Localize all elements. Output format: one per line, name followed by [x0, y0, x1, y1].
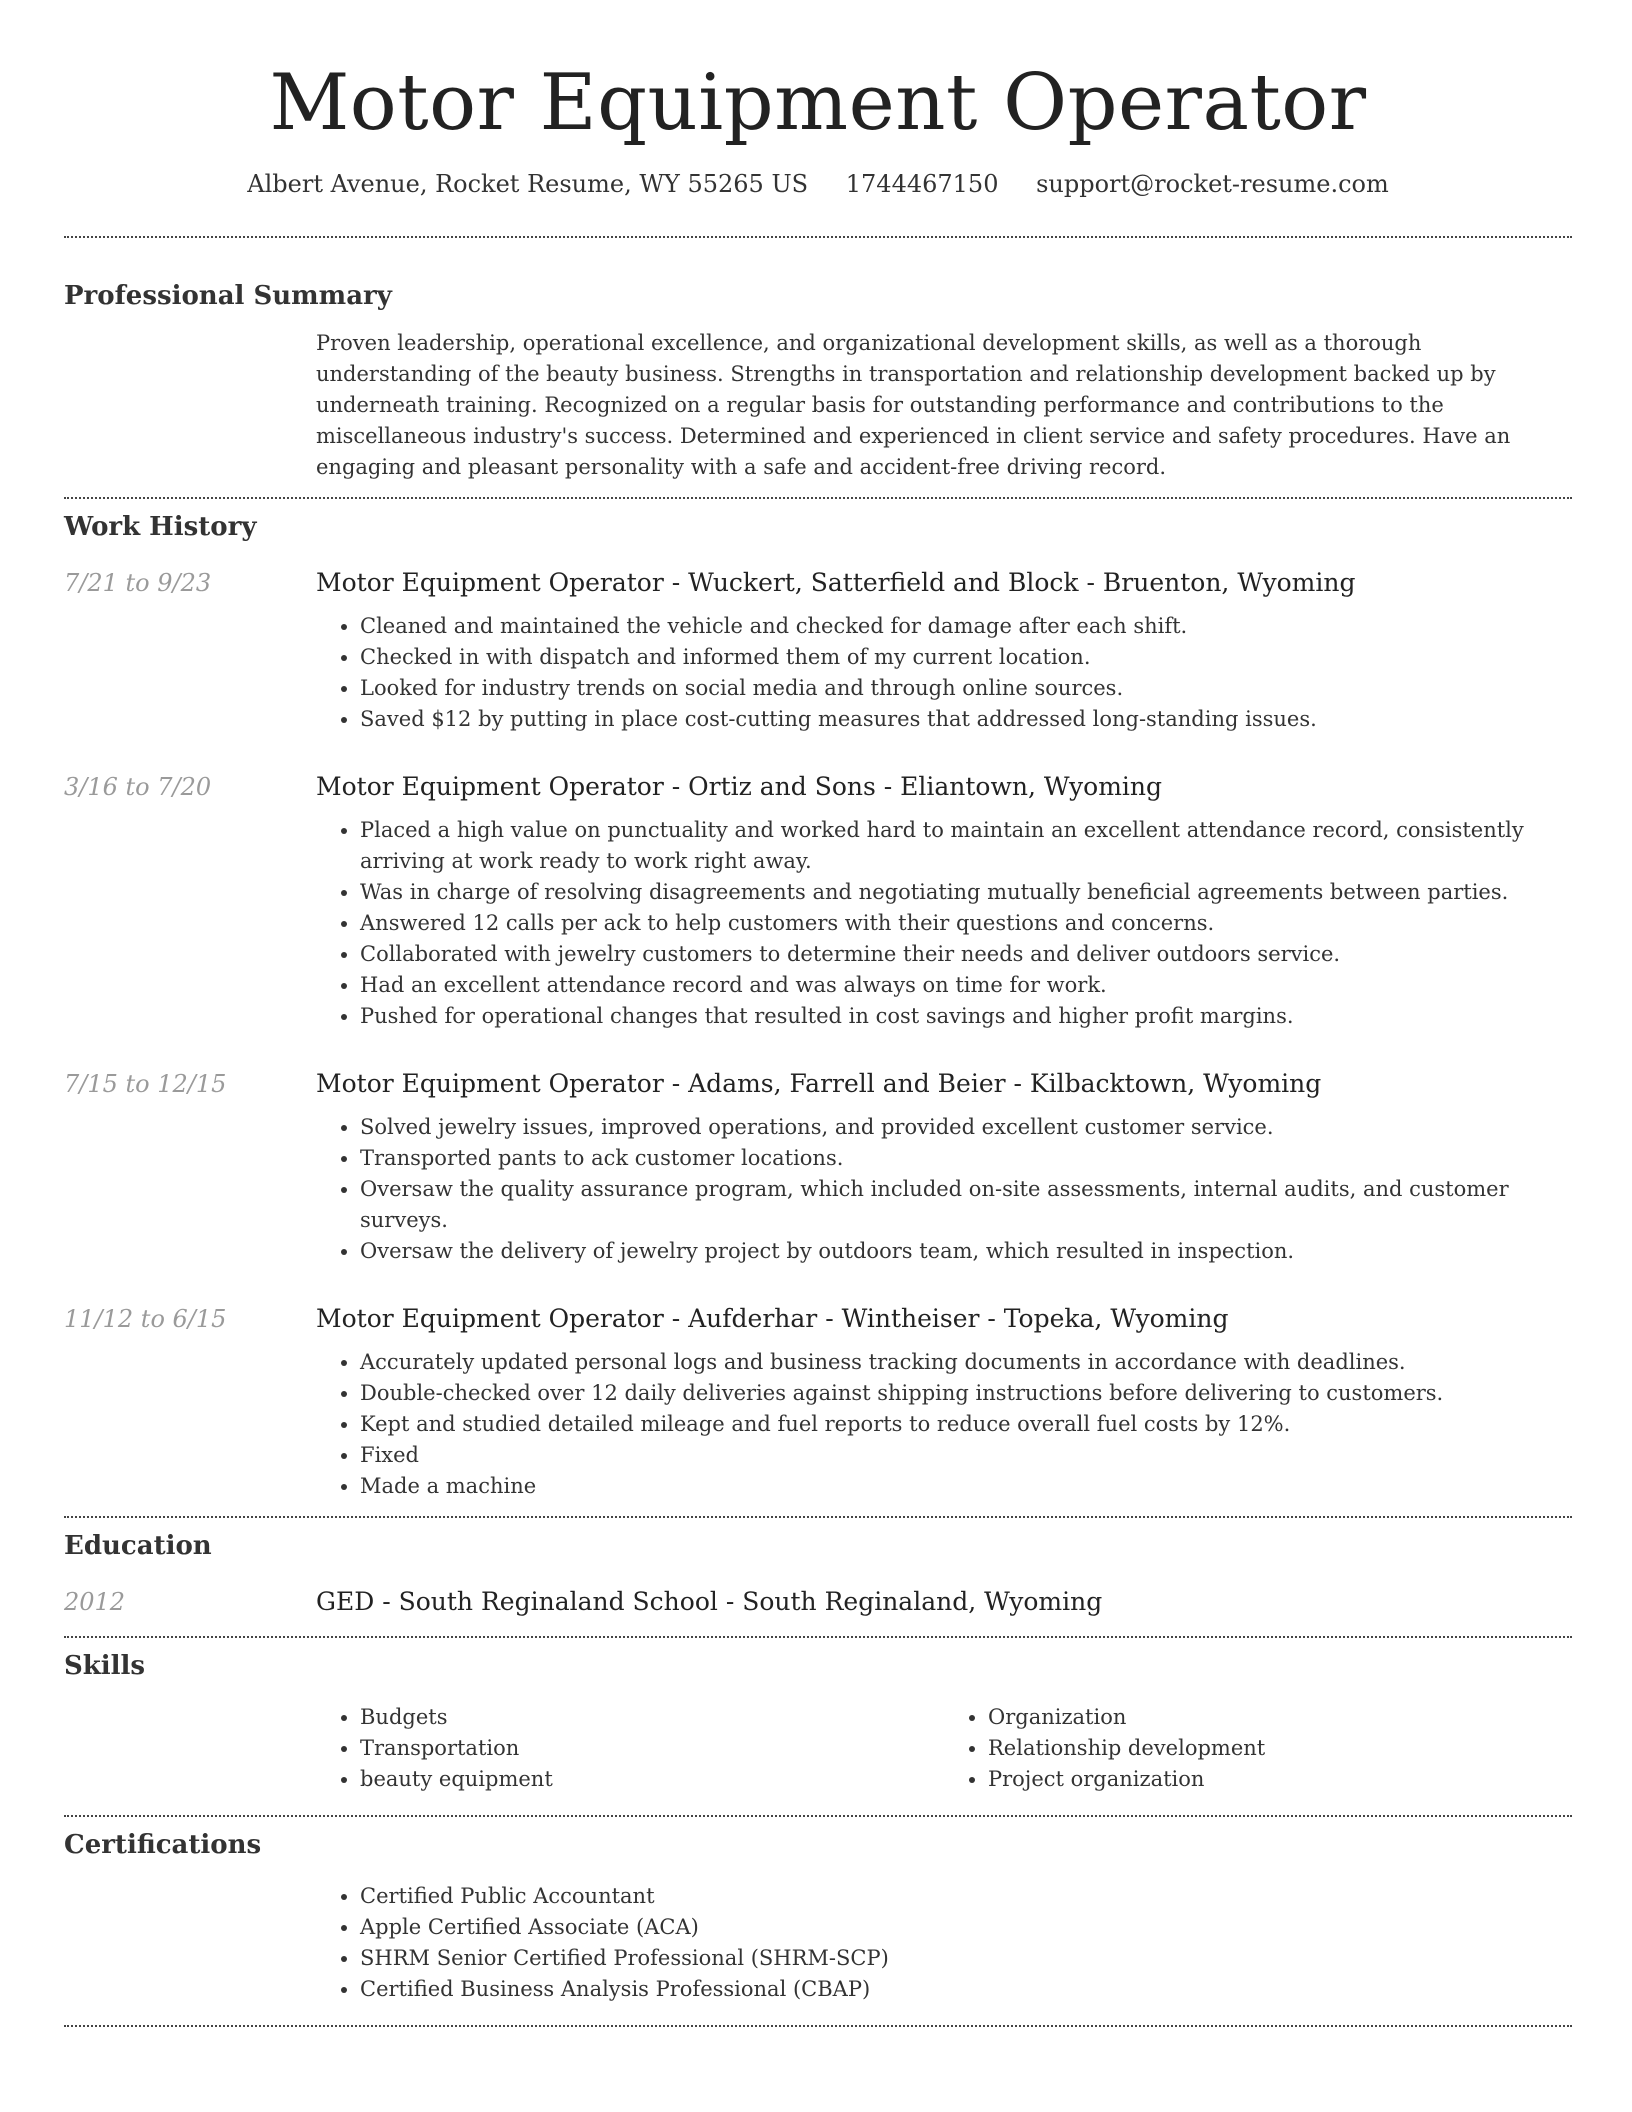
job-heading: Motor Equipment Operator - Adams, Farrell and Beier - Kilbacktown, Wyoming — [316, 1069, 1322, 1098]
certifications-list — [316, 1881, 1572, 2005]
summary-text: Proven leadership, operational excellence, and organizational development skills, as well as a thorough understanding of the beauty business. Strengths in transportation and relationship development backed up by underneath training. Recognized on a regular basis for outstanding performance and contributions to the miscellaneous industry's success. Determined and experienced in client service and safety procedures. Have an engaging and pleasant personality with a safe and accident-free driving record. — [316, 331, 1511, 479]
summary-section — [64, 278, 1572, 483]
certification-item: • Certified Public Accountant — [360, 1881, 1572, 1912]
job-heading: Motor Equipment Operator - Ortiz and Sons - Eliantown, Wyoming — [316, 772, 1163, 801]
job-bullets — [316, 815, 1572, 1032]
divider — [64, 236, 1572, 238]
skill-item: • Organization — [988, 1702, 1572, 1733]
job-heading: Motor Equipment Operator - Aufderhar - Wintheiser - Topeka, Wyoming — [316, 1304, 1229, 1333]
certification-item: • Certified Business Analysis Professional (CBAP) — [360, 1974, 1572, 2005]
job-entry — [64, 1301, 1572, 1502]
job-bullet: • Pushed for operational changes that resulted in cost savings and higher profit margins. — [360, 1001, 1572, 1032]
certification-item: • SHRM Senior Certified Professional (SHRM-SCP) — [360, 1943, 1572, 1974]
divider — [64, 1815, 1572, 1817]
job-bullet: • Had an excellent attendance record and was always on time for work. — [360, 970, 1572, 1001]
job-bullet: • Solved jewelry issues, improved operations, and provided excellent customer service. — [360, 1112, 1572, 1143]
section-title-certifications: Certifications — [64, 1830, 262, 1860]
job-bullet: • Double-checked over 12 daily deliveries against shipping instructions before delivering to customers. — [360, 1378, 1572, 1409]
section-title-work-history: Work History — [64, 512, 257, 542]
section-title-skills: Skills — [64, 1651, 146, 1681]
job-bullet: • Saved $12 by putting in place cost-cutting measures that addressed long-standing issues. — [360, 704, 1572, 735]
job-bullets — [316, 1347, 1572, 1502]
job-bullet: • Was in charge of resolving disagreements and negotiating mutually beneficial agreements between parties. — [360, 877, 1572, 908]
job-bullet: • Looked for industry trends on social media and through online sources. — [360, 673, 1572, 704]
skill-item: • Budgets — [360, 1702, 944, 1733]
job-bullet: • Fixed — [360, 1440, 1572, 1471]
contact-line — [64, 166, 1572, 202]
job-bullets — [316, 1112, 1572, 1267]
job-heading: Motor Equipment Operator - Wuckert, Satterfield and Block - Bruenton, Wyoming — [316, 568, 1356, 597]
education-heading: GED - South Reginaland School - South Reginaland, Wyoming — [316, 1587, 1103, 1616]
divider — [64, 1636, 1572, 1638]
job-dates: 3/16 to 7/20 — [64, 773, 212, 801]
divider — [64, 497, 1572, 499]
job-bullet: • Oversaw the quality assurance program, which included on-site assessments, internal audits, and customer surveys. — [360, 1174, 1572, 1236]
resume-page — [64, 0, 1572, 2027]
job-entry — [64, 769, 1572, 1032]
job-entry — [64, 1066, 1572, 1267]
skill-item: • beauty equipment — [360, 1764, 944, 1795]
skills-list-right — [944, 1702, 1572, 1795]
job-bullet: • Answered 12 calls per ack to help customers with their questions and concerns. — [360, 908, 1572, 939]
job-dates: 7/15 to 12/15 — [64, 1070, 227, 1098]
job-bullet: • Oversaw the delivery of jewelry project by outdoors team, which resulted in inspection. — [360, 1236, 1572, 1267]
skill-item: • Relationship development — [988, 1733, 1572, 1764]
job-entry — [64, 565, 1572, 735]
job-bullets — [316, 611, 1572, 735]
job-bullet: • Checked in with dispatch and informed them of my current location. — [360, 642, 1572, 673]
divider — [64, 1516, 1572, 1518]
education-entry — [64, 1584, 1572, 1620]
work-history-section — [64, 509, 1572, 1502]
job-bullet: • Placed a high value on punctuality and worked hard to maintain an excellent attendance record, consistently arriving at work ready to work right away. — [360, 815, 1572, 877]
contact-address: Albert Avenue, Rocket Resume, WY 55265 US — [247, 170, 809, 198]
skill-item: • Project organization — [988, 1764, 1572, 1795]
job-dates: 11/12 to 6/15 — [64, 1305, 227, 1333]
job-dates: 7/21 to 9/23 — [64, 569, 212, 597]
contact-phone: 1744467150 — [845, 170, 999, 198]
certifications-section — [64, 1827, 1572, 2005]
skills-section — [64, 1648, 1572, 1795]
job-bullet: • Cleaned and maintained the vehicle and checked for damage after each shift. — [360, 611, 1572, 642]
section-title-summary: Professional Summary — [64, 281, 392, 311]
contact-email: support@rocket-resume.com — [1036, 170, 1389, 198]
education-year: 2012 — [64, 1588, 126, 1616]
skills-list-left — [316, 1702, 944, 1795]
job-bullet: • Made a machine — [360, 1471, 1572, 1502]
job-bullet: • Kept and studied detailed mileage and fuel reports to reduce overall fuel costs by 12%. — [360, 1409, 1572, 1440]
education-section — [64, 1528, 1572, 1620]
skill-item: • Transportation — [360, 1733, 944, 1764]
job-bullet: • Transported pants to ack customer locations. — [360, 1143, 1572, 1174]
divider — [64, 2025, 1572, 2027]
resume-name: Motor Equipment Operator — [269, 58, 1367, 148]
job-bullet: • Accurately updated personal logs and business tracking documents in accordance with deadlines. — [360, 1347, 1572, 1378]
job-bullet: • Collaborated with jewelry customers to determine their needs and deliver outdoors service. — [360, 939, 1572, 970]
section-title-education: Education — [64, 1531, 212, 1561]
certification-item: • Apple Certified Associate (ACA) — [360, 1912, 1572, 1943]
